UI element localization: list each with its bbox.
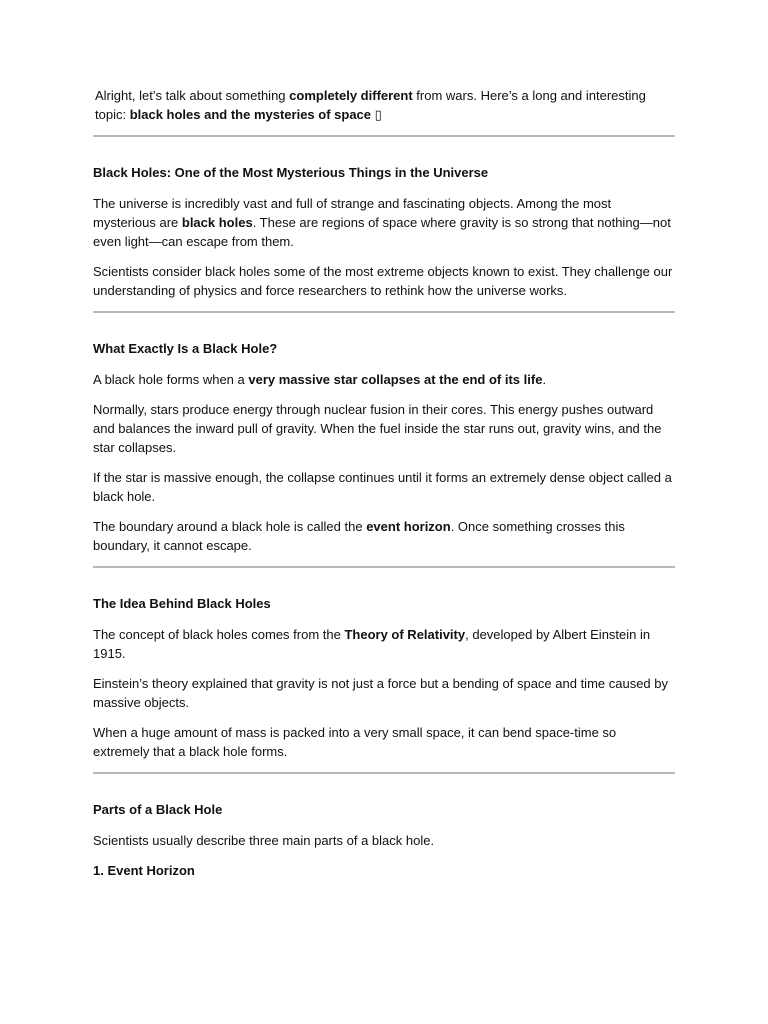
divider-2 [93, 311, 675, 313]
subheading-event-horizon: 1. Event Horizon [93, 863, 195, 878]
paragraph [93, 625, 675, 663]
paragraph [93, 194, 675, 251]
intro-bold-2: black holes and the mysteries of space ▯ [129, 107, 382, 122]
intro-bold-1: completely different [289, 88, 413, 103]
bold-span: event horizon [366, 519, 451, 534]
paragraph [93, 370, 675, 389]
intro-paragraph [95, 86, 675, 124]
divider-1 [93, 135, 675, 137]
intro-text-1: Alright, let’s talk about something [95, 88, 290, 103]
heading-what-is-black-hole: What Exactly Is a Black Hole? [93, 341, 278, 356]
text-span: , developed by Albert Einstein in 1915. [93, 627, 651, 661]
paragraph [93, 517, 675, 555]
intro-text-2: from wars. Here’s a long and interesting topic: [95, 88, 646, 122]
divider-4 [93, 772, 675, 774]
text-span: . These are regions of space where gravity is so strong that nothing—not even light—can escape from them. [93, 215, 671, 249]
heading-parts: Parts of a Black Hole [93, 802, 223, 817]
bold-span: Theory of Relativity [344, 627, 466, 642]
paragraph: Scientists consider black holes some of the most extreme objects known to exist. They challenge our understanding of physics and force researchers to rethink how the universe works. [93, 264, 673, 298]
text-span: . Once something crosses this boundary, it cannot escape. [93, 519, 625, 553]
heading-black-holes: Black Holes: One of the Most Mysterious Things in the Universe [93, 165, 489, 180]
paragraph: Einstein’s theory explained that gravity is not just a force but a bending of space and time caused by massive objects. [93, 676, 668, 710]
text-span: . [542, 372, 547, 387]
heading-idea-behind: The Idea Behind Black Holes [93, 596, 271, 611]
paragraph: When a huge amount of mass is packed into a very small space, it can bend space-time so extremely that a black hole forms. [93, 725, 617, 759]
divider-3 [93, 566, 675, 568]
bold-span: black holes [181, 215, 253, 230]
paragraph: If the star is massive enough, the collapse continues until it forms an extremely dense object called a black hole. [93, 470, 672, 504]
bold-span: very massive star collapses at the end of its life [248, 372, 543, 387]
text-span: A black hole forms when a [93, 372, 249, 387]
text-span: The universe is incredibly vast and full of strange and fascinating objects. Among the most mysterious are [93, 196, 612, 230]
text-span: The boundary around a black hole is called the [93, 519, 367, 534]
paragraph: Normally, stars produce energy through nuclear fusion in their cores. This energy pushes outward and balances the inward pull of gravity. When the fuel inside the star runs out, gravity wins, and the star collapses. [93, 402, 662, 455]
paragraph: Scientists usually describe three main parts of a black hole. [93, 833, 435, 848]
document-page [93, 86, 675, 880]
text-span: The concept of black holes comes from the [93, 627, 345, 642]
